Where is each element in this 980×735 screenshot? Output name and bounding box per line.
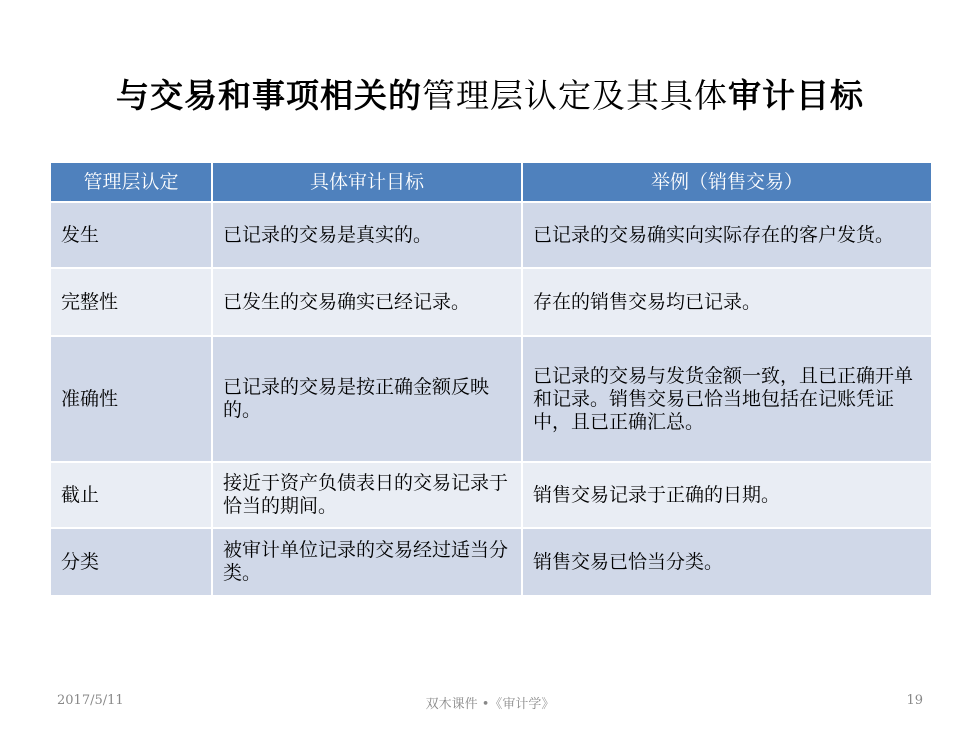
cell-assertion: 准确性 xyxy=(50,336,212,462)
cell-objective: 已发生的交易确实已经记录。 xyxy=(212,268,522,336)
cell-example: 已记录的交易与发货金额一致，且已正确开单和记录。销售交易已恰当地包括在记账凭证中，且已正确汇总。 xyxy=(522,336,932,462)
cell-objective: 已记录的交易是按正确金额反映的。 xyxy=(212,336,522,462)
slide-title xyxy=(0,70,980,117)
title-part-3: 审计目标 xyxy=(728,76,864,115)
table-row xyxy=(50,528,932,596)
title-part-1: 与交易和事项相关的 xyxy=(116,76,422,115)
cell-example: 销售交易记录于正确的日期。 xyxy=(522,462,932,528)
header-example: 举例（销售交易） xyxy=(522,162,932,202)
table-header-row xyxy=(50,162,932,202)
assertions-table xyxy=(49,161,933,597)
footer-date: 2017/5/11 xyxy=(57,693,124,708)
cell-assertion: 分类 xyxy=(50,528,212,596)
table-row xyxy=(50,336,932,462)
title-part-2: 管理层认定及其具体 xyxy=(422,76,728,115)
cell-assertion: 截止 xyxy=(50,462,212,528)
header-assertion: 管理层认定 xyxy=(50,162,212,202)
cell-objective: 被审计单位记录的交易经过适当分类。 xyxy=(212,528,522,596)
cell-objective: 已记录的交易是真实的。 xyxy=(212,202,522,268)
header-objective: 具体审计目标 xyxy=(212,162,522,202)
table-row xyxy=(50,462,932,528)
footer-course: 双木课件 •《审计学》 xyxy=(425,697,555,712)
table-row xyxy=(50,268,932,336)
cell-example: 销售交易已恰当分类。 xyxy=(522,528,932,596)
table-row xyxy=(50,202,932,268)
cell-assertion: 发生 xyxy=(50,202,212,268)
cell-assertion: 完整性 xyxy=(50,268,212,336)
cell-objective: 接近于资产负债表日的交易记录于恰当的期间。 xyxy=(212,462,522,528)
page-number: 19 xyxy=(906,693,923,708)
cell-example: 已记录的交易确实向实际存在的客户发货。 xyxy=(522,202,932,268)
cell-example: 存在的销售交易均已记录。 xyxy=(522,268,932,336)
